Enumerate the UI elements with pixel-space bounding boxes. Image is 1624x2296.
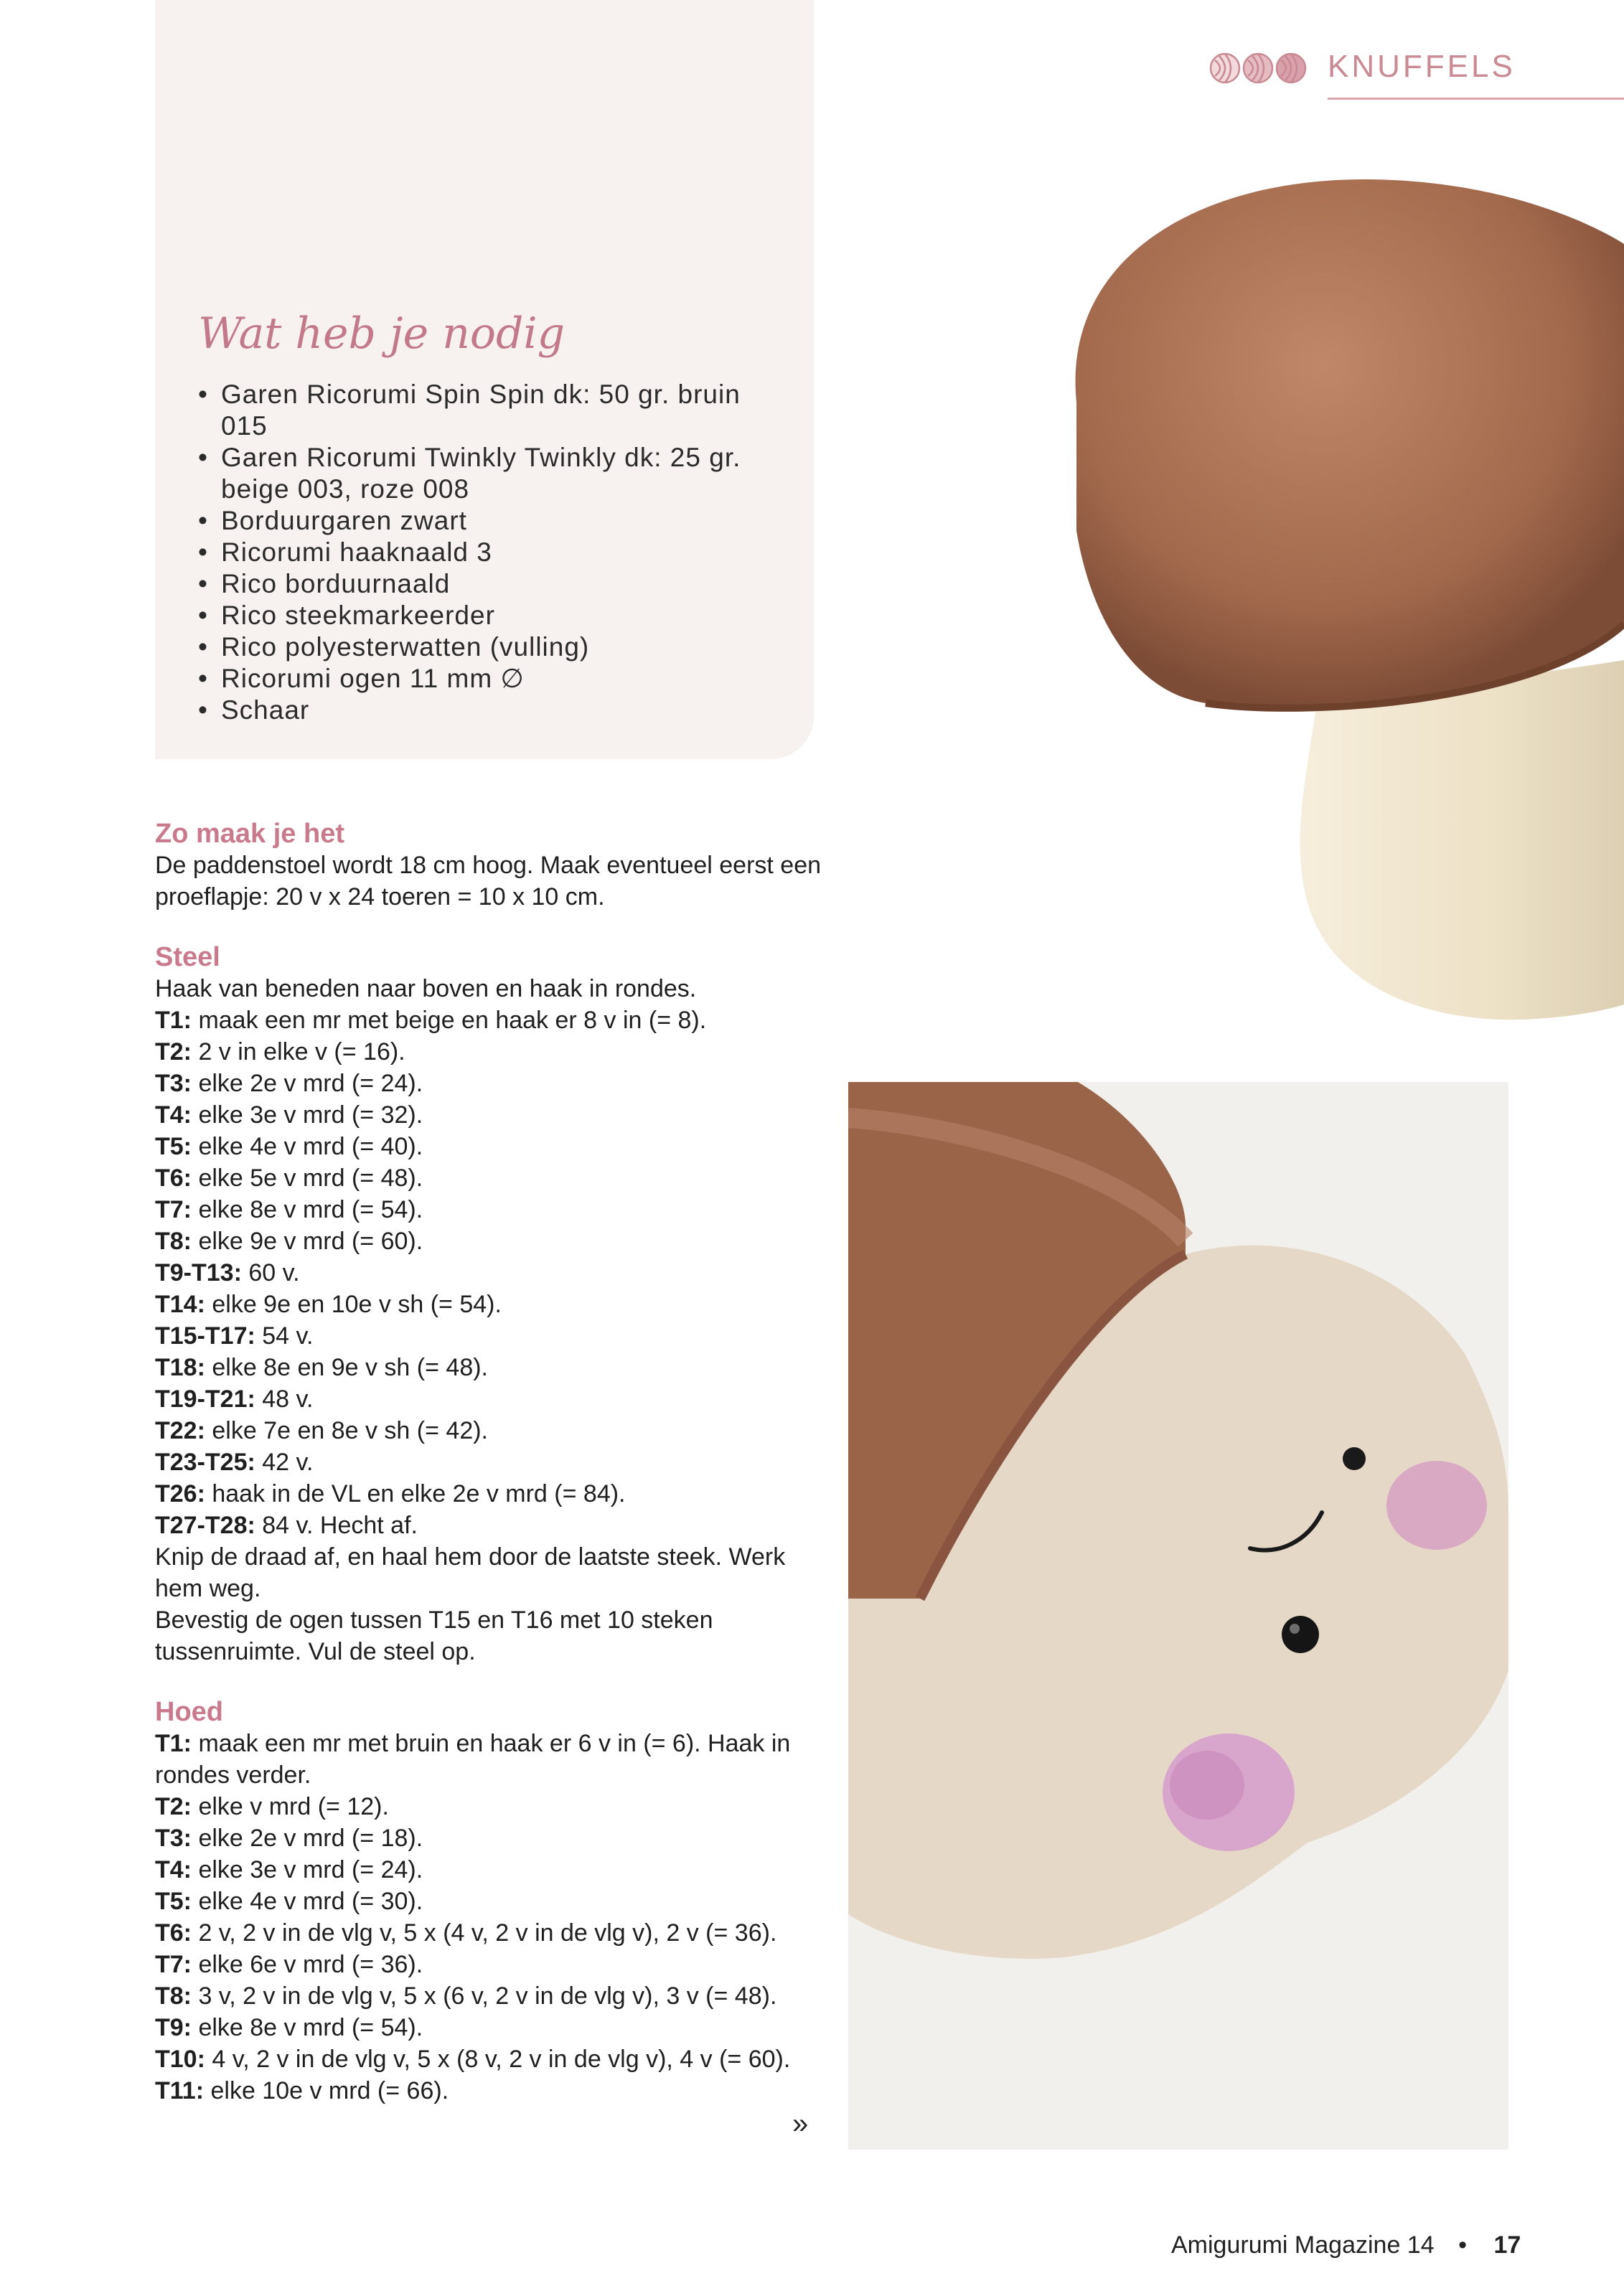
row-label: T7: (155, 1951, 192, 1978)
hoed-heading: Hoed (155, 1697, 223, 1727)
pattern-row (155, 1415, 822, 1446)
materials-item: • Garen Ricorumi Twinkly Twinkly dk: 25 gr. beige 003, roze 008 (198, 442, 787, 505)
row-label: T1: (155, 1007, 192, 1034)
row-label: T15-T17: (155, 1322, 255, 1350)
row-label: T10: (155, 2046, 205, 2073)
intro-text: De paddenstoel wordt 18 cm hoog. Maak eventueel eerst een proeflapje: 20 v x 24 toeren = 10 x 10 cm. (155, 852, 822, 911)
row-text: elke 8e v mrd (= 54). (192, 1196, 423, 1223)
pattern-row (155, 1036, 822, 1068)
row-text: elke 6e v mrd (= 36). (192, 1951, 423, 1978)
row-text: 60 v. (241, 1259, 300, 1286)
row-text: 84 v. Hecht af. (255, 1512, 418, 1539)
pattern-row (155, 2075, 822, 2107)
row-text: elke 4e v mrd (= 40). (192, 1133, 423, 1160)
row-label: T2: (155, 1038, 192, 1065)
row-label: T4: (155, 1856, 192, 1883)
row-text: elke 7e en 8e v sh (= 42). (205, 1417, 488, 1444)
pattern-row (155, 1225, 822, 1257)
materials-item: • Ricorumi ogen 11 mm ∅ (198, 663, 787, 695)
steel-heading: Steel (155, 942, 220, 972)
materials-item: • Schaar (198, 695, 787, 726)
materials-list (198, 379, 787, 726)
row-label: T3: (155, 1825, 192, 1852)
materials-item: • Rico borduurnaald (198, 568, 787, 600)
pattern-row (155, 1162, 822, 1194)
row-label: T2: (155, 1793, 192, 1820)
row-label: T26: (155, 1480, 205, 1507)
steel-intro: Haak van beneden naar boven en haak in rondes. (155, 975, 697, 1002)
section-title: KNUFFELS (1328, 49, 1516, 84)
pattern-row (155, 2012, 822, 2043)
row-label: T9: (155, 2014, 192, 2041)
row-text: elke 10e v mrd (= 66). (204, 2077, 449, 2104)
pattern-row (155, 1383, 822, 1415)
row-text: elke 8e en 9e v sh (= 48). (205, 1354, 488, 1381)
pattern-row (155, 1446, 822, 1478)
materials-item: • Ricorumi haaknaald 3 (198, 537, 787, 568)
row-text: 54 v. (255, 1322, 314, 1350)
row-text: elke 2e v mrd (= 24). (192, 1070, 423, 1097)
row-text: 3 v, 2 v in de vlg v, 5 x (6 v, 2 v in de vlg v), 3 v (= 48). (192, 1982, 777, 2010)
row-text: elke v mrd (= 12). (192, 1793, 389, 1820)
pattern-row (155, 1886, 822, 1917)
pattern-row (155, 1917, 822, 1949)
row-label: T1: (155, 1730, 192, 1757)
row-text: 2 v, 2 v in de vlg v, 5 x (4 v, 2 v in de vlg v), 2 v (= 36). (192, 1919, 777, 1947)
header-divider (1328, 98, 1624, 100)
hoed-rows (155, 1728, 822, 2107)
pattern-row (155, 1257, 822, 1289)
row-label: T22: (155, 1417, 205, 1444)
pattern-row (155, 1289, 822, 1320)
row-text: elke 5e v mrd (= 48). (192, 1165, 423, 1192)
materials-item: • Borduurgaren zwart (198, 505, 787, 537)
pattern-row (155, 1980, 822, 2012)
materials-title: Wat heb je nodig (198, 309, 565, 359)
pattern-row (155, 1949, 822, 1980)
row-text: elke 2e v mrd (= 18). (192, 1825, 423, 1852)
pattern-row (155, 1352, 822, 1383)
row-label: T14: (155, 1291, 205, 1318)
row-text: elke 8e v mrd (= 54). (192, 2014, 423, 2041)
yarn-balls-icon (1209, 52, 1317, 85)
row-label: T4: (155, 1101, 192, 1129)
pattern-row (155, 1131, 822, 1162)
row-label: T11: (155, 2077, 205, 2104)
row-label: T9-T13: (155, 1259, 242, 1286)
row-label: T19-T21: (155, 1385, 255, 1413)
row-label: T7: (155, 1196, 192, 1223)
row-text: elke 4e v mrd (= 30). (192, 1888, 423, 1915)
steel-outro: Knip de draad af, en haal hem door de laatste steek. Werk hem weg. (155, 1543, 786, 1602)
row-text: haak in de VL en elke 2e v mrd (= 84). (205, 1480, 626, 1507)
row-text: maak een mr met bruin en haak er 6 v in (= 6). Haak in rondes verder. (155, 1730, 791, 1789)
pattern-row (155, 1478, 822, 1510)
row-label: T23-T25: (155, 1449, 255, 1476)
row-text: elke 3e v mrd (= 32). (192, 1101, 423, 1129)
row-label: T6: (155, 1165, 192, 1192)
pattern-row (155, 1068, 822, 1099)
pattern-row (155, 1854, 822, 1886)
pattern-row (155, 1822, 822, 1854)
row-label: T18: (155, 1354, 205, 1381)
row-text: elke 3e v mrd (= 24). (192, 1856, 423, 1883)
row-text: elke 9e en 10e v sh (= 54). (205, 1291, 502, 1318)
row-label: T3: (155, 1070, 192, 1097)
materials-item: • Rico polyesterwatten (vulling) (198, 631, 787, 663)
pattern-row (155, 2043, 822, 2075)
row-label: T8: (155, 1982, 192, 2010)
page-number: 17 (1493, 2231, 1521, 2259)
row-text: 48 v. (255, 1385, 314, 1413)
row-text: 42 v. (255, 1449, 314, 1476)
materials-item: • Garen Ricorumi Spin Spin dk: 50 gr. bruin 015 (198, 379, 787, 442)
magazine-name: Amigurumi Magazine 14 (1171, 2231, 1435, 2259)
row-text: elke 9e v mrd (= 60). (192, 1228, 423, 1255)
pattern-row (155, 1320, 822, 1352)
pattern-row (155, 1099, 822, 1131)
row-label: T5: (155, 1888, 192, 1915)
continue-arrow-icon: » (792, 2108, 809, 2140)
row-label: T5: (155, 1133, 192, 1160)
steel-outro: Bevestig de ogen tussen T15 en T16 met 10 steken tussenruimte. Vul de steel op. (155, 1606, 713, 1665)
mushroom-photo-side (1033, 158, 1624, 1040)
pattern-row (155, 1728, 822, 1791)
pattern-row (155, 1004, 822, 1036)
row-text: 2 v in elke v (= 16). (192, 1038, 405, 1065)
pattern-row (155, 1791, 822, 1822)
row-label: T8: (155, 1228, 192, 1255)
footer-separator: • (1458, 2231, 1467, 2259)
row-label: T6: (155, 1919, 192, 1947)
instructions-column (155, 818, 822, 2107)
row-text: 4 v, 2 v in de vlg v, 5 x (8 v, 2 v in de vlg v), 4 v (= 60). (205, 2046, 791, 2073)
row-text: maak een mr met beige en haak er 8 v in (= 8). (192, 1007, 707, 1034)
intro-heading: Zo maak je het (155, 819, 344, 849)
mushroom-photo-face (848, 1082, 1508, 2150)
pattern-row (155, 1510, 822, 1541)
pattern-row (155, 1194, 822, 1225)
materials-item: • Rico steekmarkeerder (198, 600, 787, 631)
row-label: T27-T28: (155, 1512, 255, 1539)
page-footer (1171, 2231, 1521, 2259)
steel-rows (155, 1004, 822, 1541)
